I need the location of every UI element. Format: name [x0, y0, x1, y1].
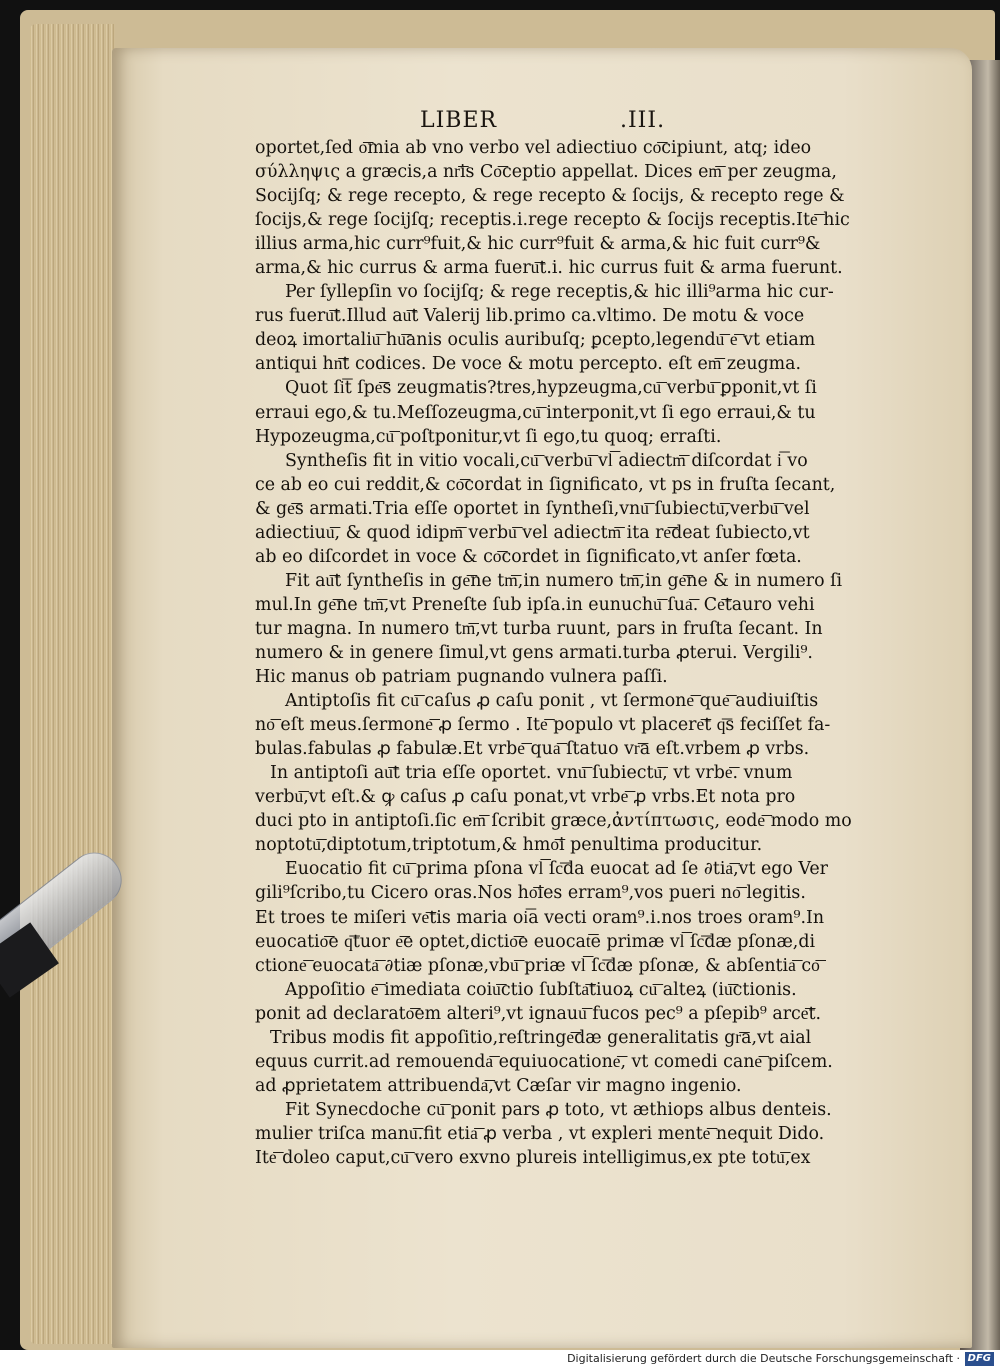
text-line: ponit ad declarato͞em alteri⁹,vt ignauu͞ fucos pec⁹ a pſepib⁹ arce͞t.: [255, 1003, 821, 1024]
funding-credit: Digitalisierung gefördert durch die Deutsche Forschungsgemeinschaft ·: [567, 1352, 960, 1365]
running-head-book-number: .III.: [620, 108, 666, 133]
text-line: Tribus modis fit appoſitio,reſtringe͞dæ generalitatis gr͞a,vt aial: [270, 1027, 812, 1048]
text-line: Socijſq; & rege recepto, & rege recepto & ſocijs, & recepto rege &: [255, 186, 845, 207]
running-head-title: LIBER: [420, 108, 498, 133]
text-line: σύλληψις a græcis,a nr͞is Co͞ceptio appellat. Dices em͞ per zeugma,: [255, 162, 837, 183]
text-line: Ite͞ doleo caput,cu͞ vero exvno plureis intelligimus,ex pte totu͞,ex: [255, 1147, 811, 1168]
text-line: ad ꝓprietatem attribuenda͞,vt Cæſar vir magno ingenio.: [255, 1075, 742, 1096]
text-line: bulas.fabulas ꝓ fabulæ.Et vrbe͞ qua͞ ſtatuo vr͞a eſt.vrbem ꝓ vrbs.: [255, 739, 810, 760]
text-line: no͞ eſt meus.ſermone͞ ꝓ ſermo . Ite͞ populo vt placere͞t q͞s feciſſet fa-: [255, 715, 831, 736]
text-line: ab eo diſcordet in voce & co͞cordet in ſignificato,vt anſer fœta.: [255, 546, 802, 567]
text-line: mul.In ge͞ne tm͞,vt Preneſte ſub ipſa.in eunuchu͞ ſua͞. Ce͞tauro vehi: [255, 594, 815, 615]
text-line: Syntheſis fit in vitio vocali,cu͞ verbu͞ vl͞ adiectm͞ diſcordat i͞ vo: [285, 450, 808, 471]
text-line: erraui ego,& tu.Meſſozeugma,cu͞ interponit,vt ſi ego erraui,& tu: [255, 402, 816, 423]
text-line: Fit au͞t ſyntheſis in ge͞ne tm͞,in numero tm͞,in ge͞ne & in numero ſi: [285, 570, 843, 591]
text-line: ctione͞ euocata͞ ∂tiæ pſonæ,vbu͞ priæ vl͞ ſc͞dæ pſonæ, & abſentia͞ co͞: [255, 955, 820, 976]
text-line: arma,& hic currus & arma fueru͞t.i. hic currus fuit & arma fuerunt.: [255, 258, 843, 279]
text-line: Fit Synecdoche cu͞ ponit pars ꝓ toto, vt æthiops albus denteis.: [285, 1099, 832, 1120]
text-line: numero & in genere ſimul,vt gens armati.turba ꝓterui. Vergili⁹.: [255, 642, 813, 663]
text-block: [255, 136, 905, 1170]
text-line: adiectiuu͞, & quod idipm͞ verbu͞ vel adiectm͞ ita re͞deat ſubiecto,vt: [255, 522, 810, 543]
text-line: Et troes te miſeri ve͞tis maria oi͞a vecti oram⁹.i.nos troes oram⁹.In: [255, 907, 825, 928]
text-line: Appoſitio e͞ imediata coiu͞ctio ſubſta͞tiuoꝝ cu͞ alteꝝ (iu͞ctionis.: [285, 979, 797, 1000]
text-line: euocatio͞e q͞tuor e͞e optet,dictio͞e euocat͞e primæ vl͞ ſc͞dæ pſonæ,di: [255, 931, 816, 952]
text-line: Quot ſi͞t ſpe͞s zeugmatis?tres,hypzeugma,cu͞ verbu͞ ꝑponit,vt ſi: [285, 378, 817, 399]
text-line: deoꝝ imortaliu͞ hu͞anis oculis auribuſq; ꝑcepto,legendu͞ e͞ vt etiam: [255, 330, 816, 351]
text-line: ſocijs,& rege ſocijſq; receptis.i.rege recepto & ſocijs receptis.Ite͞ hic: [255, 210, 850, 231]
text-line: equus currit.ad remouenda͞ equiuocatione͞, vt comedi cane͞ piſcem.: [255, 1051, 833, 1072]
text-line: antiqui hn͞t codices. De voce & motu percepto. eſt em͞ zeugma.: [255, 354, 802, 375]
text-line: illius arma,hic curr⁹fuit,& hic curr⁹fuit & arma,& hic fuit curr⁹&: [255, 234, 821, 255]
text-line: Per ſyllepſin vo ſocijſq; & rege receptis,& hic illi⁹arma hic cur-: [285, 282, 834, 303]
page-clamp: [0, 815, 140, 995]
page-edges: [30, 24, 115, 1344]
text-line: noptotu͞,diptotum,triptotum,& hmo͞i penultima producitur.: [255, 835, 763, 856]
running-head: [420, 108, 720, 138]
dfg-logo-icon: DFG: [965, 1352, 994, 1366]
text-line: Euocatio fit cu͞ prima pſona vl͞ ſc͞da euocat ad ſe ∂tia͞,vt ego Ver: [285, 859, 828, 880]
text-line: mulier triſca manu͞.fit etia͞ ꝓ verba , vt expleri mente͞ nequit Dido.: [255, 1123, 825, 1144]
text-line: ce ab eo cui reddit,& co͞cordat in ſignificato, vt ps in fruſta ſecant,: [255, 474, 836, 495]
text-line: & ge͞s armati.Tria eſſe oportet in ſyntheſi,vnu͞ ſubiectu͞,verbu͞ vel: [255, 498, 810, 519]
text-line: Hic manus ob patriam pugnando vulnera paſſi.: [255, 667, 668, 688]
text-line: Hypozeugma,cu͞ poſtponitur,vt ſi ego,tu quoq; erraſti.: [255, 426, 722, 447]
text-line: In antiptoſi au͞t tria eſſe oportet. vnu͞ ſubiectu͞, vt vrbe͞. vnum: [270, 763, 793, 784]
text-line: oportet,ſed o͞mia ab vno verbo vel adiectiuo co͞cipiunt, atq; ideo: [255, 138, 812, 158]
text-line: duci pto in antiptoſi.ſic em͞ ſcribit græce,ἀντίπτωσις, eode͞ modo mo: [255, 811, 852, 832]
footer-bar: [0, 1350, 1000, 1369]
text-line: Antiptoſis fit cu͞ caſus ꝓ caſu ponit , vt ſermone͞ que͞ audiuiſtis: [285, 691, 819, 712]
text-line: rus fueru͞t.Illud au͞t Valerij lib.primo ca.vltimo. De motu & voce: [255, 306, 805, 327]
text-line: gili⁹ſcribo,tu Cicero oras.Nos ho͞ies erram⁹,vos pueri no͞ legitis.: [255, 883, 806, 904]
text-line: tur magna. In numero tm͞,vt turba ruunt, pars in fruſta ſecant. In: [255, 618, 823, 639]
text-line: verbu͞,vt eſt.& ꝙ caſus ꝓ caſu ponat,vt vrbe͞ ꝓ vrbs.Et nota pro: [255, 787, 796, 808]
